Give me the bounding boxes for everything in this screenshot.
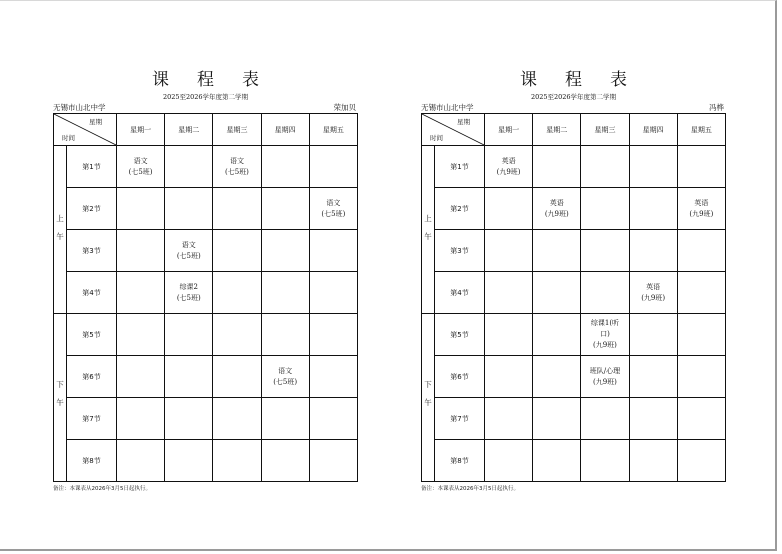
header-row [422,114,726,146]
lesson-cell [261,146,309,188]
corner-weekday-label: 星期 [89,118,102,126]
morning-label [54,146,67,314]
lesson-cell [213,314,261,356]
lesson-cell [677,314,725,356]
lesson-cell [629,398,677,440]
corner-time-label: 时间 [62,134,75,142]
morning-label [422,146,435,314]
lesson-cell [677,398,725,440]
timetable-note: 备注：本课表从2026年3月5日起执行。 [421,486,519,492]
lesson-cell [581,188,629,230]
period-row [422,146,726,188]
half-day-char: 上 [56,214,64,223]
period-label: 第3节 [67,230,117,272]
corner-weekday-label: 星期 [457,118,470,126]
corner-time-label: 时间 [430,134,443,142]
lesson-cell [117,230,165,272]
lesson-cell [165,188,213,230]
timetable-grid [53,113,358,482]
lesson-cell [165,398,213,440]
lesson-text: 综课1(听 口) (九9班) [590,319,620,349]
lesson-cell [485,272,533,314]
period-label: 第4节 [67,272,117,314]
period-row [54,272,358,314]
term-label: 2025至2026学年度第二学期 [530,93,617,101]
timetable-sheet-left [53,68,358,492]
lesson-cell [165,272,213,314]
day-header: 星期三 [581,114,629,146]
meta-row [421,102,726,113]
lesson-cell [165,440,213,482]
period-label: 第8节 [435,440,485,482]
lesson-cell [533,230,581,272]
lesson-cell [213,146,261,188]
half-day-char: 午 [424,232,432,241]
lesson-cell [309,230,357,272]
lesson-cell [261,188,309,230]
period-label: 第5节 [435,314,485,356]
term-label: 2025至2026学年度第二学期 [162,93,249,101]
lesson-cell [581,398,629,440]
corner-cell [422,114,485,146]
period-label: 第5节 [67,314,117,356]
lesson-text: 综课2 (七5班) [176,282,201,302]
timetable-title: 课程表 [520,70,655,90]
lesson-cell [677,230,725,272]
period-label: 第7节 [435,398,485,440]
lesson-cell [309,272,357,314]
day-header: 星期五 [677,114,725,146]
lesson-cell [629,356,677,398]
lesson-text: 语文 (七5班) [273,366,298,386]
lesson-cell [677,272,725,314]
period-row [54,230,358,272]
period-label: 第4节 [435,272,485,314]
lesson-text: 语文 (七5班) [225,156,249,176]
lesson-cell [213,188,261,230]
day-header: 星期三 [213,114,261,146]
lesson-cell [533,188,581,230]
lesson-cell [309,398,357,440]
day-header: 星期一 [117,114,165,146]
lesson-cell [165,146,213,188]
lesson-cell [117,272,165,314]
header-row [54,114,358,146]
lesson-text: 英语 (九9班) [689,198,714,218]
school-name: 无锡市山北中学 [53,103,106,112]
period-label: 第1节 [67,146,117,188]
lesson-cell [261,356,309,398]
lesson-cell [213,230,261,272]
period-row [54,440,358,482]
period-row [54,356,358,398]
lesson-cell [485,356,533,398]
school-name: 无锡市山北中学 [421,103,474,112]
period-row [422,356,726,398]
lesson-cell [165,314,213,356]
lesson-text: 语文 (七5班) [176,240,201,260]
day-header: 星期四 [629,114,677,146]
lesson-cell [261,272,309,314]
lesson-cell [581,272,629,314]
period-row [422,398,726,440]
period-row [422,188,726,230]
period-label: 第2节 [435,188,485,230]
lesson-cell [581,356,629,398]
period-label: 第1节 [435,146,485,188]
lesson-cell [165,356,213,398]
period-row [54,398,358,440]
lesson-cell [213,356,261,398]
timetable-sheet-right [421,68,726,492]
lesson-cell [629,230,677,272]
lesson-cell [677,146,725,188]
lesson-cell [581,230,629,272]
day-header: 星期二 [165,114,213,146]
lesson-text: 语文 (七5班) [128,156,153,176]
lesson-cell [309,440,357,482]
lesson-cell [213,398,261,440]
half-day-char: 午 [424,398,432,407]
lesson-cell [629,314,677,356]
lesson-cell [581,146,629,188]
lesson-text: 班队/心理 (九9班) [589,366,621,386]
lesson-cell [581,440,629,482]
lesson-cell [533,356,581,398]
period-row [422,440,726,482]
lesson-cell [677,440,725,482]
teacher-name: 荣加贝 [333,103,356,112]
lesson-cell [117,398,165,440]
period-label: 第6节 [67,356,117,398]
period-row [54,146,358,188]
lesson-cell [309,314,357,356]
lesson-cell [485,146,533,188]
lesson-cell [485,230,533,272]
period-row [54,188,358,230]
lesson-cell [117,314,165,356]
lesson-cell [309,356,357,398]
lesson-cell [629,188,677,230]
lesson-cell [533,146,581,188]
lesson-cell [213,272,261,314]
lesson-cell [485,440,533,482]
lesson-cell [533,440,581,482]
lesson-cell [117,188,165,230]
period-label: 第2节 [67,188,117,230]
period-label: 第8节 [67,440,117,482]
afternoon-label [54,314,67,482]
lesson-cell [165,230,213,272]
lesson-text: 语文 (七5班) [321,198,346,218]
day-header: 星期一 [485,114,533,146]
lesson-cell [485,314,533,356]
period-label: 第6节 [435,356,485,398]
lesson-cell [533,272,581,314]
half-day-char: 午 [56,398,64,407]
meta-row [53,102,358,113]
lesson-cell [629,272,677,314]
lesson-text: 英语 (九9班) [641,282,666,302]
timetable-note: 备注：本课表从2026年3月5日起执行。 [53,486,151,492]
period-row [422,314,726,356]
day-header: 星期四 [261,114,309,146]
lesson-cell [629,146,677,188]
lesson-cell [117,146,165,188]
corner-cell [54,114,117,146]
lesson-cell [261,398,309,440]
day-header: 星期二 [533,114,581,146]
lesson-text: 英语 (九9班) [496,156,521,176]
afternoon-label [422,314,435,482]
lesson-cell [629,440,677,482]
lesson-cell [533,314,581,356]
lesson-cell [677,356,725,398]
half-day-char: 上 [424,214,432,223]
half-day-char: 下 [424,380,432,389]
timetable-grid [421,113,726,482]
period-row [422,272,726,314]
lesson-cell [309,188,357,230]
lesson-cell [533,398,581,440]
day-header: 星期五 [309,114,357,146]
lesson-cell [485,188,533,230]
lesson-cell [677,188,725,230]
lesson-cell [261,230,309,272]
lesson-cell [117,440,165,482]
lesson-cell [213,440,261,482]
lesson-cell [485,398,533,440]
lesson-cell [581,314,629,356]
period-row [422,230,726,272]
period-label: 第7节 [67,398,117,440]
lesson-cell [309,146,357,188]
teacher-name: 冯桦 [709,103,724,112]
period-row [54,314,358,356]
half-day-char: 午 [56,232,64,241]
lesson-cell [261,440,309,482]
lesson-text: 英语 (九9班) [544,198,569,218]
lesson-cell [261,314,309,356]
timetable-title: 课程表 [152,70,287,90]
half-day-char: 下 [56,380,64,389]
lesson-cell [117,356,165,398]
period-label: 第3节 [435,230,485,272]
